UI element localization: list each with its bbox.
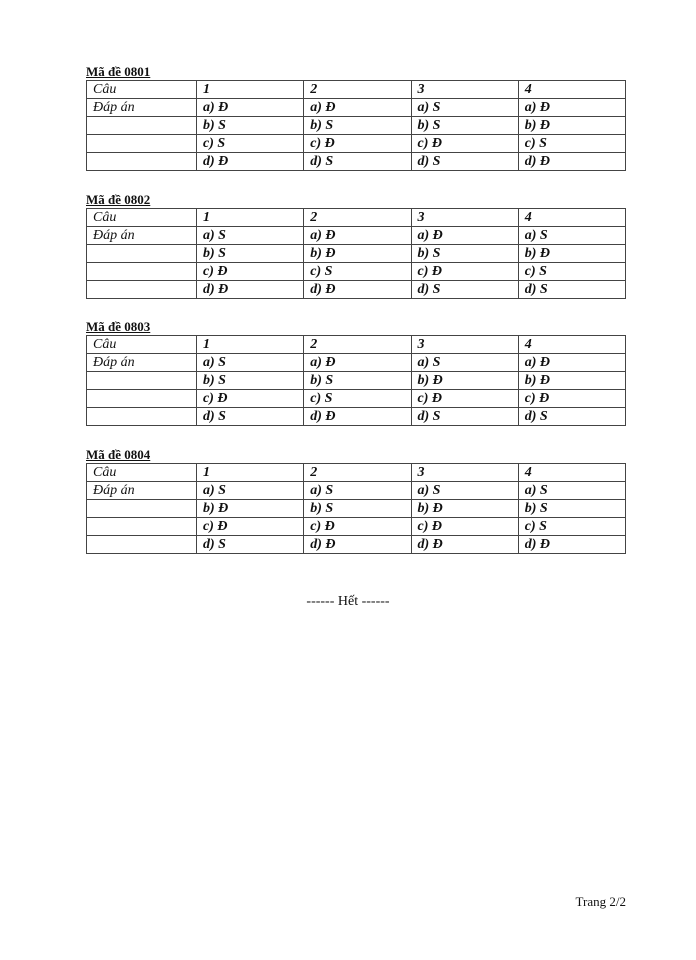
question-number: 2: [304, 464, 411, 482]
answer-cell: a) S: [411, 354, 518, 372]
empty-label-cell: [87, 245, 197, 263]
table-row: [87, 500, 626, 518]
answer-cell: b) Đ: [518, 117, 625, 135]
answer-cell: b) S: [197, 245, 304, 263]
answer-cell: d) S: [197, 536, 304, 554]
answer-cell: d) S: [411, 281, 518, 299]
answer-cell: a) S: [197, 354, 304, 372]
answer-cell: b) S: [518, 500, 625, 518]
table-row: [87, 135, 626, 153]
question-number: 1: [197, 464, 304, 482]
answer-cell: a) S: [304, 482, 411, 500]
answer-cell: b) Đ: [411, 500, 518, 518]
answer-cell: a) S: [197, 482, 304, 500]
table-row: [87, 281, 626, 299]
answer-cell: a) S: [411, 482, 518, 500]
table-row: [87, 245, 626, 263]
table-row: [87, 81, 626, 99]
answer-cell: a) S: [518, 227, 625, 245]
question-row-label: Câu: [87, 464, 197, 482]
answer-table: [86, 80, 626, 171]
answer-cell: b) S: [304, 372, 411, 390]
answer-cell: b) Đ: [411, 372, 518, 390]
question-number: 1: [197, 209, 304, 227]
answer-section-0804: [86, 447, 626, 554]
answer-row-label: Đáp án: [87, 354, 197, 372]
table-row: [87, 227, 626, 245]
answer-cell: d) Đ: [518, 536, 625, 554]
answer-cell: b) Đ: [197, 500, 304, 518]
answer-table: [86, 463, 626, 554]
answer-cell: b) S: [197, 117, 304, 135]
question-number: 1: [197, 336, 304, 354]
question-number: 3: [411, 209, 518, 227]
answer-cell: d) S: [518, 408, 625, 426]
answer-cell: c) S: [197, 135, 304, 153]
question-row-label: Câu: [87, 336, 197, 354]
answer-cell: d) Đ: [304, 408, 411, 426]
exam-code-title: Mã đề 0803: [86, 319, 151, 334]
answer-cell: b) S: [411, 245, 518, 263]
table-row: [87, 336, 626, 354]
question-number: 4: [518, 209, 625, 227]
empty-label-cell: [87, 408, 197, 426]
question-number: 1: [197, 81, 304, 99]
table-row: [87, 263, 626, 281]
empty-label-cell: [87, 372, 197, 390]
answer-cell: b) Đ: [518, 245, 625, 263]
exam-code-title: Mã đề 0801: [86, 64, 151, 79]
question-number: 2: [304, 336, 411, 354]
end-of-document-mark: ------ Hết ------: [306, 594, 390, 609]
answer-cell: c) S: [304, 263, 411, 281]
table-row: [87, 518, 626, 536]
answer-cell: b) S: [304, 117, 411, 135]
table-row: [87, 117, 626, 135]
answer-cell: a) Đ: [304, 99, 411, 117]
answer-cell: c) Đ: [411, 518, 518, 536]
answer-section-0802: [86, 192, 626, 299]
answer-cell: d) Đ: [518, 153, 625, 171]
table-row: [87, 99, 626, 117]
empty-label-cell: [87, 135, 197, 153]
answer-cell: a) S: [411, 99, 518, 117]
answer-cell: c) Đ: [197, 390, 304, 408]
table-row: [87, 354, 626, 372]
table-row: [87, 390, 626, 408]
answer-cell: d) S: [411, 153, 518, 171]
question-number: 2: [304, 209, 411, 227]
answer-section-0801: [86, 64, 626, 171]
answer-cell: c) Đ: [197, 518, 304, 536]
answer-cell: d) Đ: [304, 536, 411, 554]
answer-cell: b) S: [411, 117, 518, 135]
answer-row-label: Đáp án: [87, 227, 197, 245]
answer-cell: b) S: [304, 500, 411, 518]
answer-cell: c) S: [518, 263, 625, 281]
answer-cell: a) Đ: [304, 227, 411, 245]
question-number: 4: [518, 81, 625, 99]
table-row: [87, 482, 626, 500]
answer-cell: a) Đ: [411, 227, 518, 245]
answer-cell: a) Đ: [518, 99, 625, 117]
table-row: [87, 153, 626, 171]
answer-cell: b) Đ: [518, 372, 625, 390]
empty-label-cell: [87, 500, 197, 518]
table-row: [87, 536, 626, 554]
answer-cell: d) S: [304, 153, 411, 171]
answer-cell: c) Đ: [411, 135, 518, 153]
answer-cell: d) S: [518, 281, 625, 299]
answer-cell: c) S: [518, 135, 625, 153]
answer-cell: c) S: [304, 390, 411, 408]
exam-code-title: Mã đề 0804: [86, 447, 151, 462]
answer-cell: c) Đ: [304, 518, 411, 536]
answer-cell: a) Đ: [304, 354, 411, 372]
answer-cell: d) S: [411, 408, 518, 426]
answer-cell: c) Đ: [518, 390, 625, 408]
answer-section-0803: [86, 319, 626, 426]
question-number: 3: [411, 464, 518, 482]
empty-label-cell: [87, 153, 197, 171]
answer-table: [86, 335, 626, 426]
question-number: 4: [518, 336, 625, 354]
answer-cell: d) Đ: [197, 153, 304, 171]
question-row-label: Câu: [87, 209, 197, 227]
answer-cell: d) S: [197, 408, 304, 426]
answer-cell: a) Đ: [197, 99, 304, 117]
empty-label-cell: [87, 263, 197, 281]
answer-cell: d) Đ: [197, 281, 304, 299]
question-number: 2: [304, 81, 411, 99]
answer-cell: c) S: [518, 518, 625, 536]
empty-label-cell: [87, 281, 197, 299]
exam-code-title: Mã đề 0802: [86, 192, 151, 207]
table-row: [87, 209, 626, 227]
empty-label-cell: [87, 390, 197, 408]
empty-label-cell: [87, 536, 197, 554]
answer-table: [86, 208, 626, 299]
question-number: 3: [411, 81, 518, 99]
answer-cell: c) Đ: [304, 135, 411, 153]
empty-label-cell: [87, 518, 197, 536]
answer-row-label: Đáp án: [87, 99, 197, 117]
answer-cell: a) S: [518, 482, 625, 500]
answer-cell: d) Đ: [411, 536, 518, 554]
question-row-label: Câu: [87, 81, 197, 99]
answer-cell: c) Đ: [197, 263, 304, 281]
table-row: [87, 408, 626, 426]
answer-cell: c) Đ: [411, 263, 518, 281]
answer-cell: b) Đ: [304, 245, 411, 263]
answer-cell: d) Đ: [304, 281, 411, 299]
question-number: 4: [518, 464, 625, 482]
answer-cell: a) S: [197, 227, 304, 245]
page-number: Trang 2/2: [575, 894, 626, 909]
answer-row-label: Đáp án: [87, 482, 197, 500]
question-number: 3: [411, 336, 518, 354]
answer-cell: c) Đ: [411, 390, 518, 408]
table-row: [87, 464, 626, 482]
empty-label-cell: [87, 117, 197, 135]
answer-cell: a) Đ: [518, 354, 625, 372]
table-row: [87, 372, 626, 390]
answer-cell: b) S: [197, 372, 304, 390]
